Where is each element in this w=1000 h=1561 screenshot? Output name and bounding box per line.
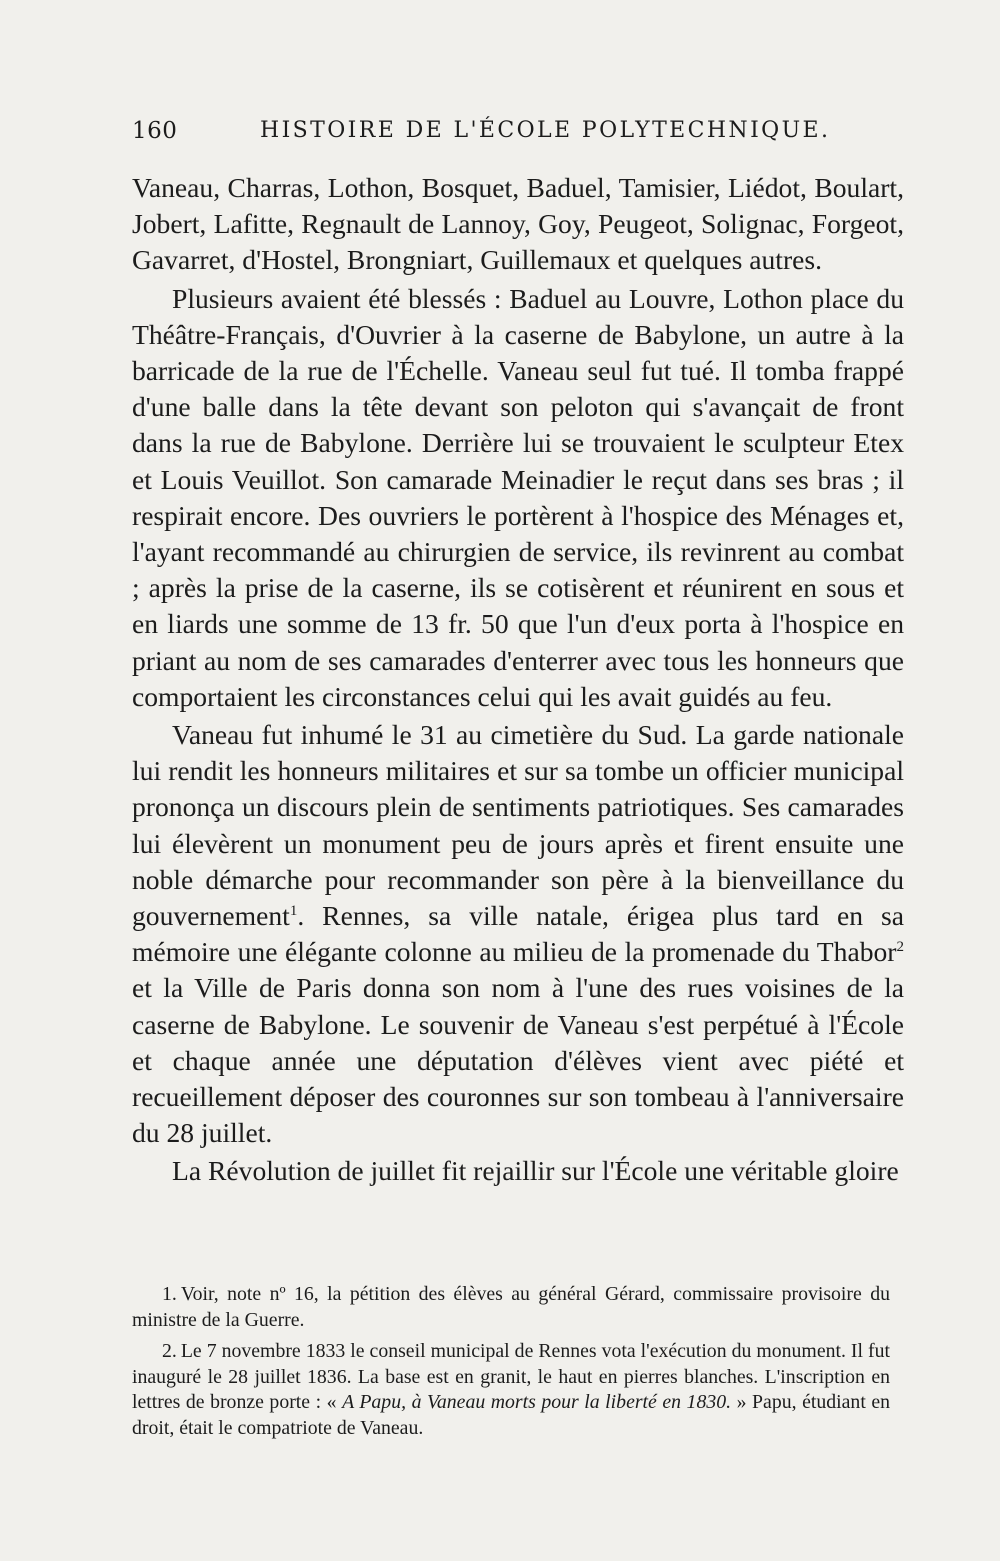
paragraph-4 (132, 1153, 904, 1189)
footnote-2 (132, 1339, 890, 1441)
page-number: 160 (132, 118, 178, 144)
paragraph-2-text: Plusieurs avaient été blessés : Baduel au Louvre, Lothon place du Théâtre-Français, d'Ouvrier à la caserne de Babylone, un autre à la barricade de la rue de l'Échelle. Vaneau seul fut tué. Il tomba frappé d'une balle dans la tête devant son peloton qui s'avançait de front dans la rue de Babylone. Derrière lui se trouvaient le sculpteur Etex et Louis Veuillot. Son camarade Meinadier le reçut dans ses bras ; il respirait encore. Des ouvriers le portèrent à l'hospice des Ménages et, l'ayant recommandé au chirurgien de service, ils revinrent au combat ; après la prise de la caserne, ils se cotisèrent et réunirent en sous et en liards une somme de 13 fr. 50 que l'un d'eux porta à l'hospice en priant au nom de ses camarades d'enterrer avec tous les honneurs que comportaient les circonstances celui qui les avait guidés au feu. (132, 282, 904, 712)
paragraph-3-text-a: Vaneau fut inhumé le 31 au cimetière du Sud. La garde nationale lui rendit les honneurs militaires et sur sa tombe un officier municipal prononça un discours plein de sentiments patriotiques. Ses camarades lui élevèrent un monument peu de jours après et firent ensuite une noble démarche pour recommander son père à la bienveillance du gouvernement (132, 719, 904, 932)
paragraph-3-text-c: et la Ville de Paris donna son nom à l'une des rues voisines de la caserne de Babylone. Le souvenir de Vaneau s'est perpétué à l'École et chaque année une députation d'élèves vient avec piété et recueillement déposer des couronnes sur son tombeau à l'anniversaire du 28 juillet. (132, 972, 904, 1149)
paragraph-4-text: La Révolution de juillet fit rejaillir sur l'École une véritable gloire (172, 1155, 899, 1187)
main-text (132, 170, 904, 1190)
footnote-1-mark: 1. (162, 1283, 177, 1305)
footnote-1 (132, 1282, 890, 1333)
footnote-ref-1[interactable]: 1 (289, 902, 298, 919)
footnote-ref-2[interactable]: 2 (896, 939, 904, 956)
running-title: HISTOIRE DE L'ÉCOLE POLYTECHNIQUE. (260, 118, 831, 143)
footnote-2-text-b: » Papu, étudiant en droit, était le compatriote de Vaneau. (132, 1391, 891, 1439)
footnote-1-text: Voir, note nº 16, la pétition des élèves au général Gérard, commissaire provisoire du ministre de la Guerre. (132, 1283, 890, 1331)
paragraph-1-text: Vaneau, Charras, Lothon, Bosquet, Baduel, Tamisier, Liédot, Boulart, Jobert, Lafitte, Regnault de Lannoy, Goy, Peugeot, Solignac, Forgeot, Gavarret, d'Hostel, Brongniart, Guillemaux et quelques autres. (132, 172, 904, 276)
paragraph-3 (132, 717, 904, 1151)
paragraph-1 (132, 170, 904, 279)
paragraph-3-text-b: . Rennes, sa ville natale, érigea plus tard en sa mémoire une élégante colonne au milieu de la promenade du Thabor (132, 900, 904, 968)
footnote-2-mark: 2. (162, 1340, 177, 1363)
page-header (132, 118, 902, 158)
footnote-2-text-a: Le 7 novembre 1833 le conseil municipal de Rennes vota l'exécution du monument. Il fut inauguré le 28 juillet 1836. La base est en granit, le haut en pierres blanches. L'inscription en lettres de bronze porte : « (132, 1340, 890, 1414)
footnote-2-inscription: A Papu, à Vaneau morts pour la liberté en 1830. (342, 1391, 732, 1414)
footnotes (132, 1282, 890, 1442)
paragraph-2 (132, 281, 904, 715)
